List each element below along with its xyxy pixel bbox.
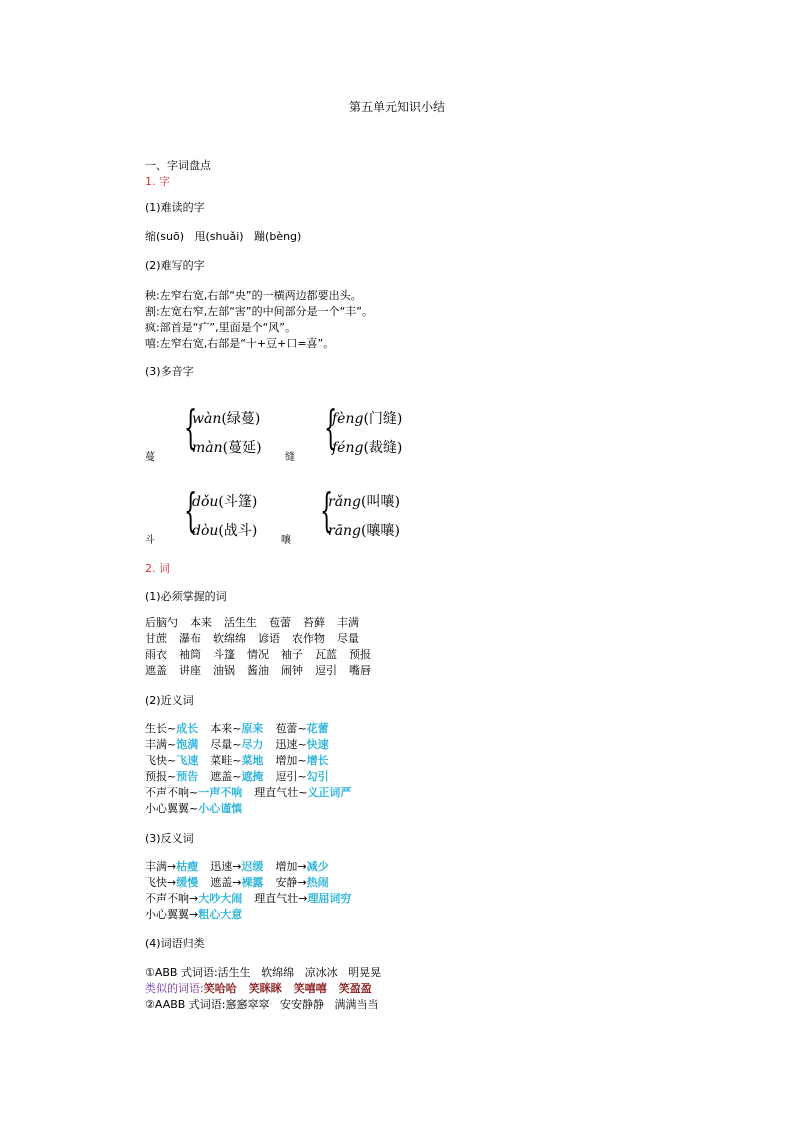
arrow-icon: → xyxy=(232,876,242,889)
synonym-word: 增加 xyxy=(275,754,298,767)
synonym-answer: 增长 xyxy=(306,754,329,767)
synonym-word: 迅速 xyxy=(275,738,298,751)
word-item: 后脑勺 xyxy=(145,616,178,629)
tilde-symbol: ~ xyxy=(189,802,199,815)
synonym-pair xyxy=(145,754,198,767)
word-item: 瓦蓝 xyxy=(315,648,337,661)
word-item: 油锅 xyxy=(213,664,235,677)
word-item: 嘴唇 xyxy=(349,664,371,677)
synonym-answer: 花蕾 xyxy=(306,722,329,735)
word-item: 甘蔗 xyxy=(145,632,167,645)
word-item: 农作物 xyxy=(292,632,325,645)
word-item: 活生生 xyxy=(224,616,257,629)
synonym-word: 生长 xyxy=(145,722,167,735)
synonym-word: 理直气壮 xyxy=(254,786,299,799)
arrow-icon: → xyxy=(297,860,307,873)
antonym-answer: 减少 xyxy=(306,860,329,873)
synonym-label: (2)近义词 xyxy=(145,694,194,707)
tilde-symbol: ~ xyxy=(297,738,307,751)
word-item: 遮盖 xyxy=(145,664,167,677)
brace-symbol: { xyxy=(320,483,334,537)
synonym-row xyxy=(145,802,254,816)
synonym-pair xyxy=(254,786,351,799)
synonym-answer: 勾引 xyxy=(306,770,329,783)
synonym-answer: 一声不响 xyxy=(198,786,243,799)
word-item: 斗篷 xyxy=(213,648,235,661)
synonym-word: 小心翼翼 xyxy=(145,802,189,815)
word-item: 本来 xyxy=(190,616,212,629)
synonym-word: 不声不响 xyxy=(145,786,189,799)
polyphone-char: 缝 xyxy=(285,452,295,463)
antonym-row xyxy=(145,876,341,890)
antonym-pair xyxy=(210,876,263,889)
antonym-pair xyxy=(145,876,198,889)
hard-to-write-line: 秧:左窄右宽,右部“央”的一横两边都要出头。 xyxy=(145,289,362,302)
synonym-row xyxy=(145,786,363,800)
synonym-word: 菜畦 xyxy=(210,754,233,767)
similar-word: 笑盈盈 xyxy=(338,982,372,995)
antonym-word: 不声不响 xyxy=(145,892,189,905)
synonym-word: 尽量 xyxy=(210,738,233,751)
word-item: 瀑布 xyxy=(179,632,201,645)
antonym-word: 丰满 xyxy=(145,860,167,873)
antonym-answer: 粗心大意 xyxy=(198,908,243,921)
synonym-pair xyxy=(145,738,198,751)
hard-to-read-label: (1)难读的字 xyxy=(145,201,205,214)
similar-words-line xyxy=(145,982,384,996)
antonym-word: 安静 xyxy=(275,876,298,889)
synonym-pair xyxy=(145,770,198,783)
similar-words-prefix: 类似的词语: xyxy=(145,982,204,995)
synonym-answer: 遮掩 xyxy=(241,770,264,783)
synonym-pair xyxy=(145,802,242,815)
classification-label: (4)词语归类 xyxy=(145,937,205,950)
word-item: 预报 xyxy=(349,648,371,661)
antonym-answer: 裸露 xyxy=(241,876,264,889)
antonym-row xyxy=(145,860,341,874)
word-item: 讲座 xyxy=(179,664,201,677)
synonym-pair xyxy=(210,754,263,767)
brace-symbol: { xyxy=(324,400,338,454)
antonym-label: (3)反义词 xyxy=(145,832,194,845)
tilde-symbol: ~ xyxy=(167,754,177,767)
antonym-answer: 枯瘦 xyxy=(176,860,199,873)
similar-word: 笑眯眯 xyxy=(248,982,282,995)
word-item: 软绵绵 xyxy=(213,632,246,645)
word-item: 苞蕾 xyxy=(269,616,291,629)
hard-to-write-label: (2)难写的字 xyxy=(145,259,205,272)
antonym-row xyxy=(145,908,254,922)
antonym-word: 迅速 xyxy=(210,860,233,873)
polyphone-label: (3)多音字 xyxy=(145,365,194,378)
synonym-word: 飞快 xyxy=(145,754,167,767)
polyphone-reading: màn(蔓延) xyxy=(192,440,262,456)
antonym-pair xyxy=(210,860,263,873)
synonym-row xyxy=(145,722,341,736)
antonym-answer: 大吵大闹 xyxy=(198,892,243,905)
word-row xyxy=(145,616,371,630)
sub-heading-words: 2. 词 xyxy=(145,562,170,575)
tilde-symbol: ~ xyxy=(298,786,308,799)
synonym-answer: 尽力 xyxy=(241,738,264,751)
polyphone-reading: fèng(门缝) xyxy=(332,411,403,427)
antonym-answer: 热闹 xyxy=(306,876,329,889)
polyphone-reading: rǎng(叫嚷) xyxy=(328,494,400,510)
similar-word: 笑哈哈 xyxy=(203,982,237,995)
polyphone-char: 斗 xyxy=(145,535,155,546)
polyphone-reading: dòu(战斗) xyxy=(192,523,258,539)
antonym-word: 飞快 xyxy=(145,876,167,889)
aabb-words-line: ②AABB 式词语:窸窸窣窣 安安静静 满满当当 xyxy=(145,998,379,1011)
synonym-answer: 小心谨慎 xyxy=(198,802,243,815)
synonym-pair xyxy=(210,738,263,751)
polyphone-reading: féng(裁缝) xyxy=(332,440,403,456)
arrow-icon: → xyxy=(297,876,307,889)
polyphone-reading: wàn(绿蔓) xyxy=(192,411,261,427)
synonym-pair xyxy=(275,722,328,735)
synonym-pair xyxy=(145,786,242,799)
antonym-answer: 理屈词穷 xyxy=(307,892,352,905)
synonym-word: 苞蕾 xyxy=(275,722,298,735)
word-item: 情况 xyxy=(247,648,269,661)
tilde-symbol: ~ xyxy=(232,770,242,783)
section-heading: 一、字词盘点 xyxy=(145,159,211,172)
hard-to-write-line: 割:左宽右窄,左部“害”的中间部分是一个“丰”。 xyxy=(145,305,373,318)
tilde-symbol: ~ xyxy=(167,722,177,735)
synonym-answer: 菜地 xyxy=(241,754,264,767)
synonym-word: 遮盖 xyxy=(210,770,233,783)
synonym-pair xyxy=(210,722,263,735)
tilde-symbol: ~ xyxy=(189,786,199,799)
antonym-word: 遮盖 xyxy=(210,876,233,889)
word-item: 袖筒 xyxy=(179,648,201,661)
tilde-symbol: ~ xyxy=(297,754,307,767)
synonym-answer: 预告 xyxy=(176,770,199,783)
tilde-symbol: ~ xyxy=(167,770,177,783)
similar-word: 笑嘻嘻 xyxy=(293,982,327,995)
synonym-pair xyxy=(210,770,263,783)
antonym-pair xyxy=(145,908,242,921)
tilde-symbol: ~ xyxy=(232,754,242,767)
antonym-word: 小心翼翼 xyxy=(145,908,189,921)
word-item: 尽量 xyxy=(337,632,359,645)
arrow-icon: → xyxy=(189,892,199,905)
word-item: 袖子 xyxy=(281,648,303,661)
sub-heading-characters: 1. 字 xyxy=(145,175,170,188)
synonym-word: 预报 xyxy=(145,770,167,783)
word-row xyxy=(145,664,383,678)
antonym-answer: 缓慢 xyxy=(176,876,199,889)
word-item: 丰满 xyxy=(337,616,359,629)
arrow-icon: → xyxy=(232,860,242,873)
must-know-label: (1)必须掌握的词 xyxy=(145,590,227,603)
arrow-icon: → xyxy=(298,892,308,905)
polyphone-char: 嚷 xyxy=(281,535,291,546)
word-row xyxy=(145,632,371,646)
hard-to-write-line: 嘻:左窄右宽,右部是“十+豆+口=喜”。 xyxy=(145,337,335,350)
arrow-icon: → xyxy=(189,908,199,921)
arrow-icon: → xyxy=(167,876,177,889)
synonym-row xyxy=(145,754,341,768)
word-item: 雨衣 xyxy=(145,648,167,661)
synonym-pair xyxy=(275,770,328,783)
tilde-symbol: ~ xyxy=(232,722,242,735)
synonym-row xyxy=(145,770,341,784)
arrow-icon: → xyxy=(167,860,177,873)
antonym-pair xyxy=(145,892,242,905)
polyphone-reading: rāng(嚷嚷) xyxy=(328,523,400,539)
synonym-pair xyxy=(145,722,198,735)
antonym-word: 增加 xyxy=(275,860,298,873)
antonym-pair xyxy=(145,860,198,873)
brace-symbol: { xyxy=(184,483,198,537)
synonym-answer: 原来 xyxy=(241,722,264,735)
similar-words-list xyxy=(204,982,384,995)
synonym-word: 丰满 xyxy=(145,738,167,751)
polyphone-char: 蔓 xyxy=(145,452,155,463)
synonym-answer: 成长 xyxy=(176,722,199,735)
tilde-symbol: ~ xyxy=(167,738,177,751)
word-row xyxy=(145,648,383,662)
synonym-answer: 饱满 xyxy=(176,738,199,751)
word-item: 闹钟 xyxy=(281,664,303,677)
synonym-row xyxy=(145,738,341,752)
tilde-symbol: ~ xyxy=(297,722,307,735)
word-item: 苔藓 xyxy=(303,616,325,629)
hard-to-write-line: 疯:部首是“疒”,里面是个“风”。 xyxy=(145,321,296,334)
brace-symbol: { xyxy=(184,400,198,454)
synonym-pair xyxy=(275,738,328,751)
antonym-row xyxy=(145,892,363,906)
word-item: 酱油 xyxy=(247,664,269,677)
antonym-pair xyxy=(254,892,351,905)
synonym-word: 本来 xyxy=(210,722,233,735)
abb-words-line: ①ABB 式词语:活生生 软绵绵 凉冰冰 明晃晃 xyxy=(145,966,382,979)
antonym-answer: 迟缓 xyxy=(241,860,264,873)
synonym-answer: 快速 xyxy=(306,738,329,751)
antonym-pair xyxy=(275,860,328,873)
page-title: 第五单元知识小结 xyxy=(348,100,445,114)
antonym-word: 理直气壮 xyxy=(254,892,299,905)
word-item: 谚语 xyxy=(258,632,280,645)
polyphone-reading: dǒu(斗篷) xyxy=(192,494,258,510)
hard-to-read-text: 缩(suō) 甩(shuǎi) 蹦(bèng) xyxy=(145,230,302,243)
word-item: 逗引 xyxy=(315,664,337,677)
synonym-pair xyxy=(275,754,328,767)
tilde-symbol: ~ xyxy=(297,770,307,783)
synonym-word: 逗引 xyxy=(275,770,298,783)
antonym-pair xyxy=(275,876,328,889)
synonym-answer: 义正词严 xyxy=(307,786,352,799)
synonym-answer: 飞速 xyxy=(176,754,199,767)
tilde-symbol: ~ xyxy=(232,738,242,751)
